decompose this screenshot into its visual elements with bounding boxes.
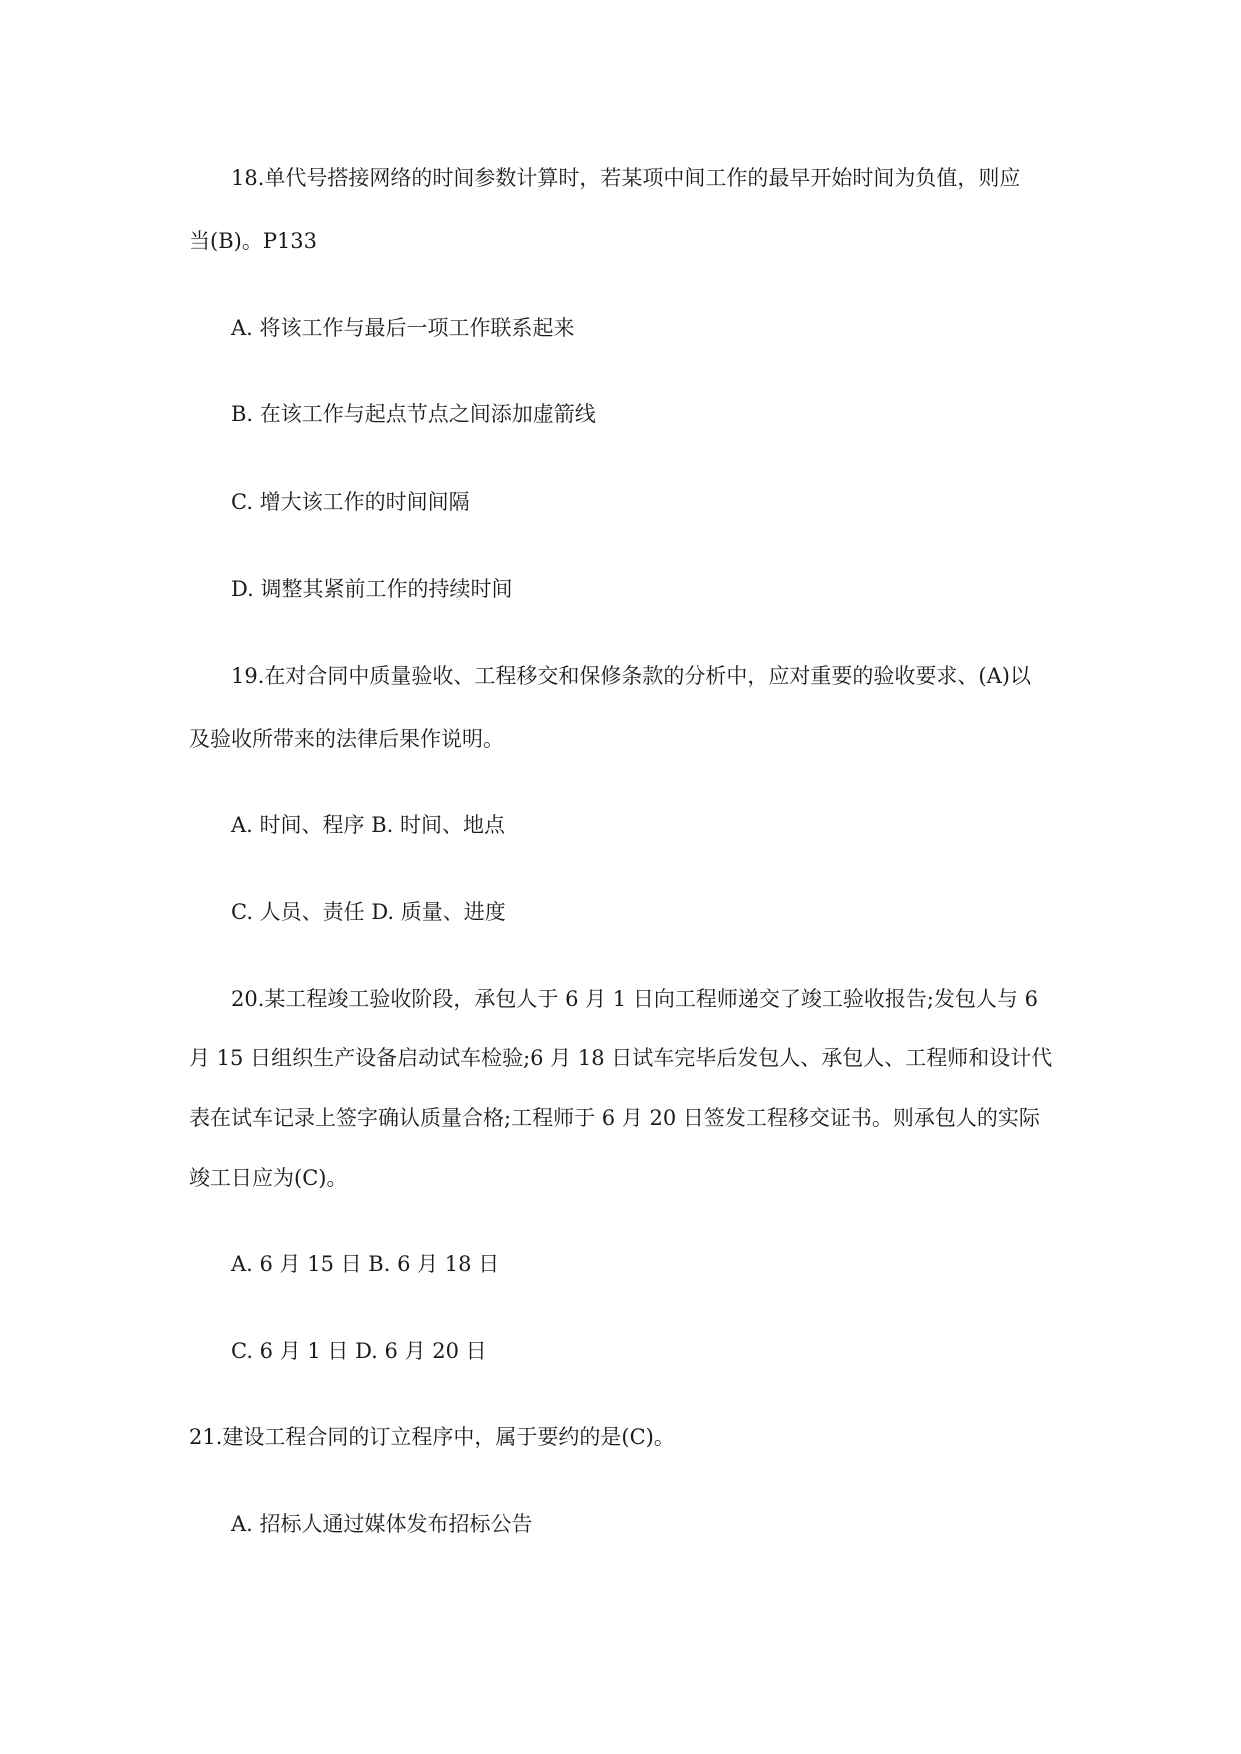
question-18-option-d: D. 调整其紧前工作的持续时间: [231, 577, 513, 601]
question-20-stem-line-2: 月 15 日组织生产设备启动试车检验;6 月 18 日试车完毕后发包人、承包人、工程师和设计代: [189, 1046, 1053, 1070]
question-19-stem-line-2: 及验收所带来的法律后果作说明。: [189, 727, 504, 751]
question-21-stem-line-1: 21.建设工程合同的订立程序中，属于要约的是(C)。: [189, 1425, 675, 1449]
question-19-option-row-2: C. 人员、责任 D. 质量、进度: [231, 900, 506, 924]
question-19-option-row-1: A. 时间、程序 B. 时间、地点: [231, 813, 505, 837]
question-20-option-row-1: A. 6 月 15 日 B. 6 月 18 日: [231, 1252, 500, 1276]
question-20-option-row-2: C. 6 月 1 日 D. 6 月 20 日: [231, 1339, 487, 1363]
question-20-stem-line-1: 20.某工程竣工验收阶段，承包人于 6 月 1 日向工程师递交了竣工验收报告;发包人与 6: [231, 987, 1038, 1011]
question-18-option-c: C. 增大该工作的时间间隔: [231, 490, 470, 514]
question-21-option-a: A. 招标人通过媒体发布招标公告: [231, 1512, 533, 1536]
question-18-option-a: A. 将该工作与最后一项工作联系起来: [231, 316, 575, 340]
question-20-stem-line-3: 表在试车记录上签字确认质量合格;工程师于 6 月 20 日签发工程移交证书。则承包人的实际: [189, 1106, 1040, 1130]
question-18-stem-line-2: 当(B)。P133: [189, 229, 318, 253]
question-19-stem-line-1: 19.在对合同中质量验收、工程移交和保修条款的分析中，应对重要的验收要求、(A)以: [231, 664, 1031, 688]
question-20-stem-line-4: 竣工日应为(C)。: [189, 1166, 348, 1190]
question-18-stem-line-1: 18.单代号搭接网络的时间参数计算时，若某项中间工作的最早开始时间为负值，则应: [231, 166, 1021, 190]
question-18-option-b: B. 在该工作与起点节点之间添加虚箭线: [231, 402, 596, 426]
